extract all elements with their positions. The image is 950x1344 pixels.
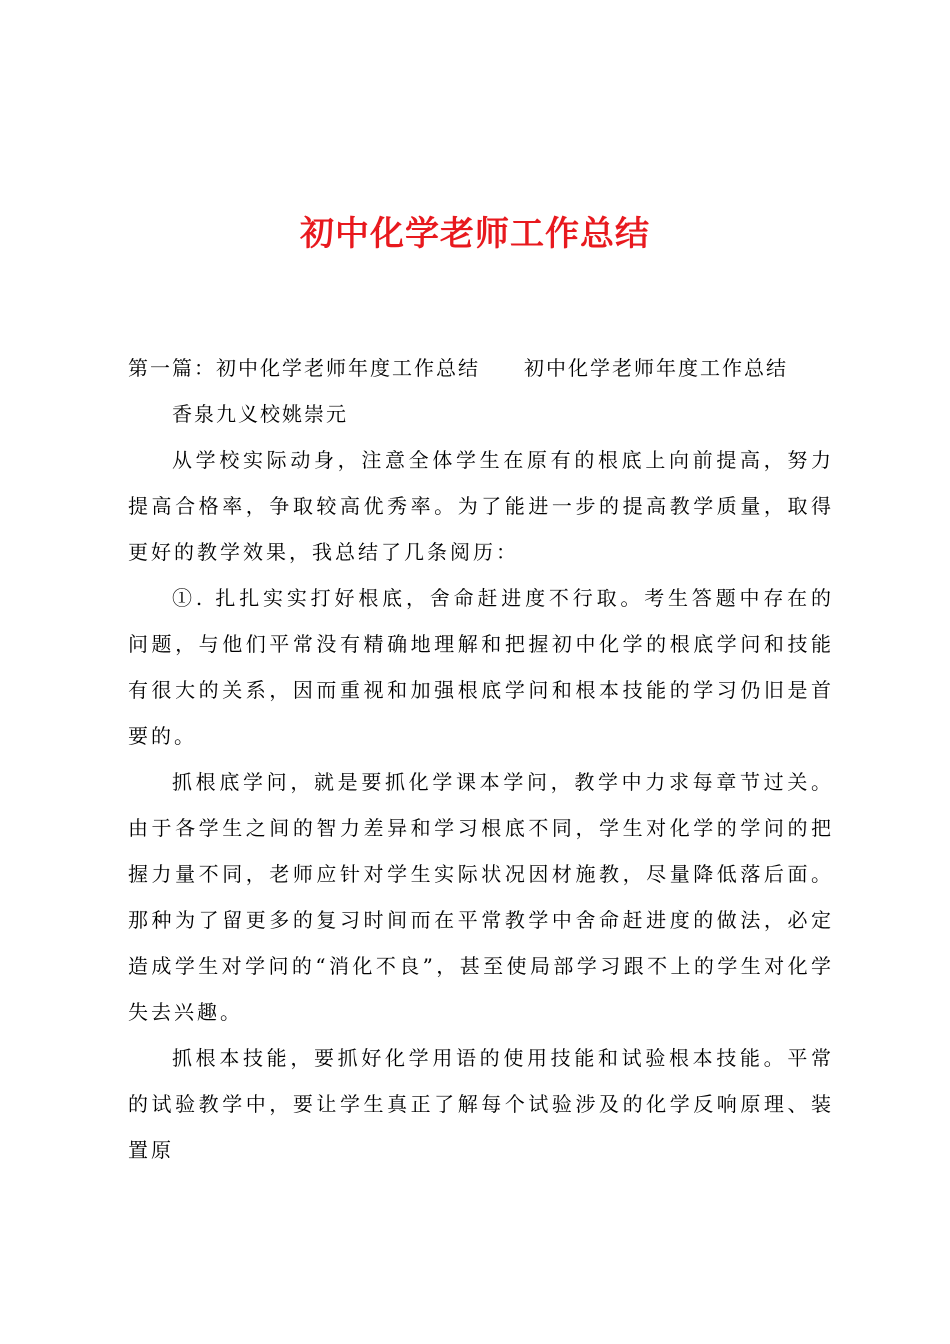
author-line: 香泉九义校姚崇元: [172, 402, 348, 426]
document-body: [128, 345, 834, 1173]
paragraph-4: 抓根本技能，要抓好化学用语的使用技能和试验根本技能。平常的试验教学中，要让学生真正了解每个试验涉及的化学反响原理、装置原: [128, 1046, 834, 1162]
paragraph-2: ①. 扎扎实实打好根底，舍命赶进度不行取。考生答题中存在的问题，与他们平常没有精确地理解和把握初中化学的根底学问和技能有很大的关系，因而重视和加强根底学问和根本技能的学习仍旧是首要的。: [128, 586, 834, 748]
document-title: 初中化学老师工作总结: [300, 214, 650, 254]
paragraph-3: 抓根底学问，就是要抓化学课本学问，教学中力求每章节过关。由于各学生之间的智力差异和学习根底不同，学生对化学的学问的把握力量不同，老师应针对学生实际状况因材施教，尽量降低落后面。那种为了留更多的复习时间而在平常教学中舍命赶进度的做法，必定造成学生对学问的“消化不良”，甚至使局部学习跟不上的学生对化学失去兴趣。: [128, 770, 834, 1024]
section-heading-part-a: 第一篇：初中化学老师年度工作总结: [128, 356, 480, 380]
paragraph-1: 从学校实际动身，注意全体学生在原有的根底上向前提高，努力提高合格率，争取较高优秀率。为了能进一步的提高教学质量，取得更好的教学效果，我总结了几条阅历：: [128, 448, 834, 564]
section-heading-part-b: 初中化学老师年度工作总结: [524, 356, 788, 380]
section-heading: [128, 345, 834, 391]
